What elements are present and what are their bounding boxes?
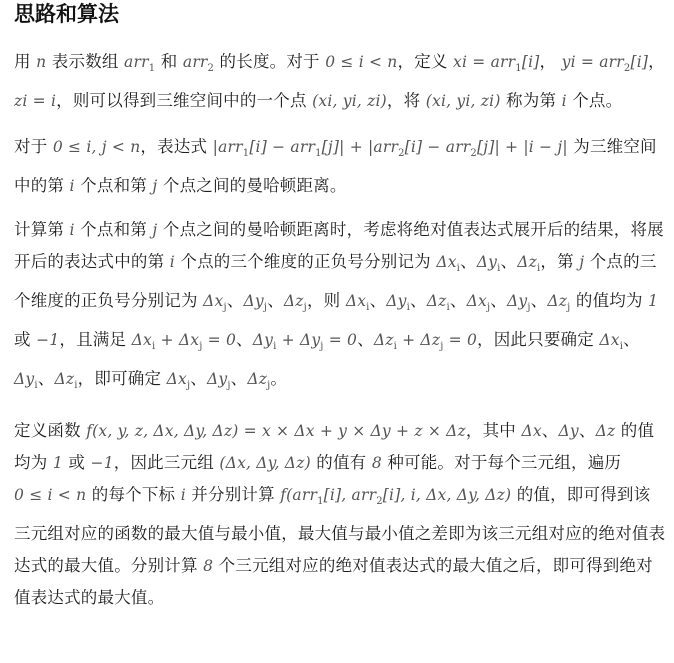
text-run: 、 [226,291,244,311]
paragraph-sign-expansion [14,214,666,402]
text-run: 、 [236,330,253,350]
math-expression: −1 [90,453,114,472]
math-expression: $\Delta y_i$ [14,370,38,392]
math-expression: j [579,253,585,272]
text-run: 、 [460,252,477,272]
text-run: 、 [190,369,207,389]
math-expression: [i], arr$_2$ [323,485,383,507]
math-expression: Δz [595,421,616,440]
math-expression: $\Delta y_i$ [386,292,411,314]
math-expression: i [69,177,75,196]
math-subscript: i [497,263,501,275]
text-run: ，其中 [465,420,522,440]
text-run: 、 [623,330,640,350]
text-run: 个点。 [566,91,623,111]
math-expression: [i] [521,53,540,71]
math-subscript: 1 [515,63,522,75]
text-run: 计算第 [14,220,70,240]
text-run: ，且满足 [59,330,132,350]
math-expression: $\Delta y_j$ [206,370,231,392]
math-expression: 8 [203,556,214,575]
math-expression: Δx [521,421,542,440]
math-expression: |arr$_1$ [212,138,250,160]
math-subscript: 1 [148,63,156,75]
math-subscript: j [263,302,268,314]
math-expression: 0 ≤ i < n [14,485,87,504]
text-run: 个点之间的曼哈顿距离时，考虑将绝对值表达式展开后的结果，将展开后的表达式中的第 [14,220,664,272]
math-expression: $\Delta z_i$ [373,331,397,353]
math-subscript: 2 [470,148,477,160]
math-expression: i [561,92,567,111]
paragraph-function-definition [14,415,666,614]
text-run: 、 [541,420,559,440]
math-subscript: 1 [317,495,324,507]
math-subscript: j [223,302,227,314]
text-run: 个三元组对应的绝对值表达式的最大值之后，即可得到绝对值表达式的最大值。 [14,555,653,607]
math-expression: arr$_1$ [124,53,156,75]
text-run: 或 [62,452,91,472]
text-run: 对于 [14,137,53,157]
text-run: 称为第 [500,91,562,111]
text-run: 、 [578,420,596,440]
text-run: 、 [449,291,467,311]
math-subscript: j [199,341,203,353]
text-run: ， [648,52,665,71]
text-run: 、 [267,291,284,311]
math-subscript: i [34,380,38,392]
math-subscript: 2 [623,63,631,75]
math-expression: [i] [630,53,649,71]
math-expression: [j]| + |i − j| [476,138,568,157]
math-expression: $\Delta y_i$ [252,331,277,353]
text-run: 表示数组 [46,52,125,71]
text-run: ， [539,52,562,71]
math-expression: f(x, y, z, Δx, Δy, Δz) = x × Δx + y × Δy + z × Δz [86,421,466,440]
math-expression: $\Delta y_i$ [476,253,501,275]
math-subscript: i [456,263,461,275]
text-run: ，定义 [397,52,454,71]
text-run: 种可能。对于每个三元组，遍历 [381,452,622,472]
math-expression: 1 [648,292,659,311]
math-expression: + $\Delta x_j$ [155,331,203,353]
math-expression: $\Delta y_j$ [506,292,531,314]
text-run: ，则可以得到三维空间中的一个点 [56,91,313,111]
math-expression: + $\Delta z_j$ [396,331,444,353]
text-run: 的值均为 [14,420,655,472]
text-run: 的长度。对于 [214,52,326,71]
math-expression: , z [470,92,490,111]
math-expression: , z [356,92,376,111]
text-run: 和 [155,52,183,71]
math-expression: $\Delta z_j$ [283,292,307,314]
text-run: ，因此三元组 [113,452,220,472]
text-run: 个点之间的曼哈顿距离。 [157,176,347,196]
math-expression: arr$_2$ [182,53,215,75]
math-subscript: j [320,341,324,353]
math-expression: = 0 [202,331,237,350]
math-expression: $\Delta z_i$ [54,370,78,392]
text-run: 、 [369,291,387,311]
math-expression: = arr$_1$ [467,53,522,75]
math-expression: , y [332,92,352,111]
math-expression: ) [380,92,387,111]
text-run: 、 [37,369,55,389]
math-subscript: i [366,302,370,314]
math-expression: 1 [52,453,63,472]
text-run: ，第 [540,252,580,272]
text-run: 并分别计算 [185,484,281,504]
text-run: 、 [530,291,548,311]
math-expression: $\Delta x_i$ [131,331,156,353]
text-run: 的值均为 [570,291,649,311]
math-expression: $\Delta z_j$ [247,370,271,392]
math-expression: + $\Delta y_j$ [276,331,324,353]
math-expression: j [152,177,158,196]
math-subscript: j [303,302,307,314]
math-expression: [i] − arr$_1$ [249,138,322,160]
text-run: 、 [500,252,518,272]
text-run: ，表达式 [140,137,213,157]
math-expression: $\Delta x_j$ [466,292,491,314]
math-expression: i [69,221,75,240]
math-expression: z [14,92,23,111]
math-expression: $\Delta z_j$ [547,292,571,314]
text-run: ，因此只要确定 [477,330,600,350]
math-subscript: i [619,341,624,353]
math-expression: j [152,221,158,240]
text-run: 定义函数 [14,420,87,440]
math-subscript: j [486,302,491,314]
math-subscript: i [74,380,78,392]
math-subscript: i [537,263,541,275]
math-expression: $\Delta x_i$ [436,253,461,275]
math-expression: = 0 [323,331,358,350]
math-subscript: j [527,302,531,314]
math-expression: i [22,92,28,111]
math-expression: = 0 [443,331,478,350]
math-subscript: i [446,302,450,314]
math-expression: $\Delta x_j$ [166,370,191,392]
math-expression: i [327,92,333,111]
math-subscript: i [393,341,397,353]
math-expression: , y [446,92,466,111]
math-expression: x [453,53,462,71]
math-subscript: j [186,380,191,392]
math-subscript: j [440,341,444,353]
math-expression: $\Delta y_j$ [243,292,268,314]
math-subscript: j [267,380,271,392]
math-expression: i [351,92,357,111]
math-expression: $\Delta x_i$ [599,331,624,353]
text-run: 。 [270,369,288,389]
math-expression: i [570,53,576,71]
text-run: 、 [410,291,427,311]
math-expression: = arr$_2$ [575,53,631,75]
paragraph-manhattan-distance [14,131,666,202]
math-subscript: i [152,341,156,353]
text-run: 的值有 [310,452,372,472]
math-expression: ) [494,92,501,111]
math-expression: i [180,485,186,504]
math-subscript: 2 [376,495,383,507]
text-run: 、 [357,330,374,350]
text-run: ，将 [386,91,426,111]
section-title: 思路和算法 [14,2,119,26]
math-expression: $\Delta x_i$ [345,292,370,314]
text-run: 个点和第 [74,220,153,240]
math-subscript: 2 [398,148,405,160]
text-run: ，即可确定 [77,369,167,389]
text-run: 、 [490,291,507,311]
math-subscript: j [567,302,571,314]
math-subscript: j [227,380,231,392]
math-expression: n [36,53,47,71]
text-run: 的值，即可得到该三元组对应的函数的最大值与最小值，最大值与最小值之差即为该三元组对应的绝对值表达式的最大值。分别计算 [14,484,666,575]
math-expression: y [561,53,571,71]
math-subscript: 1 [315,148,322,160]
math-expression: Δy [558,421,579,440]
text-run: 用 [14,52,37,71]
math-subscript: 1 [242,148,250,160]
text-run: 个点的三个维度的正负号分别记为 [14,252,657,311]
math-expression: (x [425,92,441,111]
math-subscript: i [273,341,277,353]
math-expression: i [489,92,495,111]
math-expression: i [462,53,468,71]
text-run: 个点和第 [74,176,153,196]
text-run: 、 [230,369,248,389]
math-expression: i [465,92,471,111]
math-expression: $\Delta x_j$ [203,292,227,314]
math-expression: $\Delta z_i$ [426,292,450,314]
math-expression: i [375,92,381,111]
text-run: 个点的三个维度的正负号分别记为 [174,252,437,272]
math-expression: [i] − arr$_2$ [404,138,477,160]
math-expression: 0 ≤ i, j < n [52,138,141,157]
text-run: ，则 [306,291,346,311]
text-run: 或 [14,330,37,350]
math-expression: [i], i, Δx, Δy, Δz) [382,485,512,504]
math-subscript: 2 [207,63,215,75]
math-expression: −1 [36,331,60,350]
math-expression: 8 [371,453,382,472]
math-expression: f(arr$_1$ [280,485,324,507]
paragraph-definition [14,46,666,117]
math-expression: 0 ≤ i < n [325,53,398,71]
math-expression: i [169,253,175,272]
math-expression: (Δx, Δy, Δz) [219,453,311,472]
math-expression: [j]| + |arr$_2$ [321,138,405,160]
math-expression: i [440,92,447,111]
math-expression: (x [312,92,328,111]
math-expression: $\Delta z_i$ [517,253,541,275]
text-run: 的每个下标 [86,484,181,504]
math-expression: = i [27,92,57,111]
math-subscript: i [406,302,411,314]
text-run: 为三维空间中的第 [14,137,657,196]
